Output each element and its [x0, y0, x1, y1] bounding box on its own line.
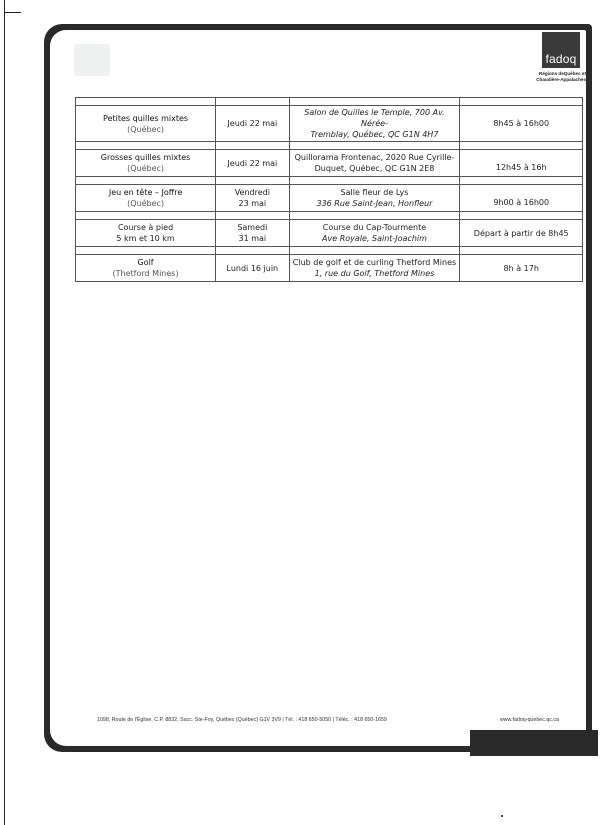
- time-text: 12h45 à 16h: [495, 163, 547, 172]
- activity-name: Jeu en tête – Joffre: [108, 188, 183, 197]
- time-cell: [460, 185, 583, 212]
- date-cell: [216, 185, 289, 212]
- venue-line-2: 336 Rue Saint-Jean, Honfleur: [316, 199, 433, 208]
- venue-line-1: Course du Cap-Tourmente: [322, 223, 427, 232]
- date-line-1: Vendredi: [234, 188, 270, 197]
- table-row: [76, 220, 583, 247]
- scan-speck: [501, 815, 503, 817]
- activity-cell: [76, 220, 216, 247]
- table-spacer-row: [76, 247, 583, 255]
- letterhead-footer: [97, 717, 559, 723]
- date-line-2: 23 mai: [238, 199, 267, 208]
- activity-name: Grosses quilles mixtes: [100, 153, 191, 162]
- logo-region-caption: [510, 71, 586, 83]
- activity-city: (Québec): [127, 124, 165, 134]
- venue-cell: [289, 106, 460, 142]
- venue-line-2: Ave Royale, Saint-Joachim: [322, 234, 427, 243]
- table-spacer-row: [76, 177, 583, 185]
- scan-bottom-shadow: [470, 730, 598, 756]
- table-spacer-row: [76, 98, 583, 106]
- date-cell: Jeudi 22 mai: [216, 150, 289, 177]
- activity-cell: [76, 106, 216, 142]
- date-cell: [216, 220, 289, 247]
- date-line-1: Samedi: [237, 223, 268, 232]
- activity-cell: [76, 255, 216, 282]
- activity-cell: [76, 185, 216, 212]
- activity-cell: [76, 150, 216, 177]
- activity-name: Course à pied: [117, 223, 174, 232]
- time-text: 9h00 à 16h00: [493, 198, 550, 207]
- time-cell: [460, 150, 583, 177]
- scan-top-mark: [4, 12, 21, 13]
- table-spacer-row: [76, 212, 583, 220]
- venue-line-2: 1, rue du Golf, Thetford Mines: [314, 269, 435, 278]
- fadoq-logo: [542, 32, 580, 68]
- time-cell: Départ à partir de 8h45: [460, 220, 583, 247]
- activity-name: Golf: [137, 258, 154, 267]
- table-spacer-row: [76, 142, 583, 150]
- table-row: [76, 106, 583, 142]
- events-schedule-table: [75, 97, 583, 282]
- venue-cell: [289, 220, 460, 247]
- venue-cell: [289, 150, 460, 177]
- venue-line-1: Salle fleur de Lys: [340, 188, 409, 197]
- venue-line-1: Salon de Quilles le Temple, 700 Av. Nérée-: [304, 108, 445, 128]
- table-row: [76, 185, 583, 212]
- venue-cell: [289, 255, 460, 282]
- time-cell: 8h45 à 16h00: [460, 106, 583, 142]
- logo-wordmark: fadoq: [545, 52, 577, 66]
- activity-detail: 5 km et 10 km: [116, 234, 175, 243]
- time-cell: 8h à 17h: [460, 255, 583, 282]
- venue-line-2: Tremblay, Québec, QC G1N 4H7: [310, 130, 439, 139]
- activity-city: (Québec): [127, 199, 165, 208]
- venue-cell: [289, 185, 460, 212]
- footer-website: www.fadoq-quebec.qc.ca: [499, 717, 559, 723]
- table-row: [76, 150, 583, 177]
- logo-region-line-1: Régions deQuébec et: [539, 71, 586, 76]
- activity-city: (Thetford Mines): [112, 269, 179, 278]
- date-cell: Jeudi 22 mai: [216, 106, 289, 142]
- venue-line-1: Club de golf et de curling Thetford Mines: [292, 258, 457, 267]
- logo-region-line-2: Chaudière-Appalaches: [536, 77, 586, 82]
- venue-line-2: Duquet, Québec, QC G1N 2E8: [314, 164, 435, 173]
- footer-address: 1098, Route de l'Église, C.P. 8832, Succ. Ste-Foy, Québec (Québec) G1V 3V9 | Tél. : 418 650-5050 | Téléc. : 418 650-1659: [97, 717, 387, 723]
- activity-name: Petites quilles mixtes: [103, 113, 189, 123]
- scan-left-edge: [4, 0, 5, 825]
- date-cell: Lundi 16 juin: [216, 255, 289, 282]
- activity-city: (Québec): [127, 164, 165, 173]
- date-line-2: 31 mai: [238, 234, 267, 243]
- table-row: [76, 255, 583, 282]
- faded-watermark-logo: [74, 44, 110, 76]
- venue-line-1: Quillorama Frontenac, 2020 Rue Cyrille-: [294, 153, 455, 162]
